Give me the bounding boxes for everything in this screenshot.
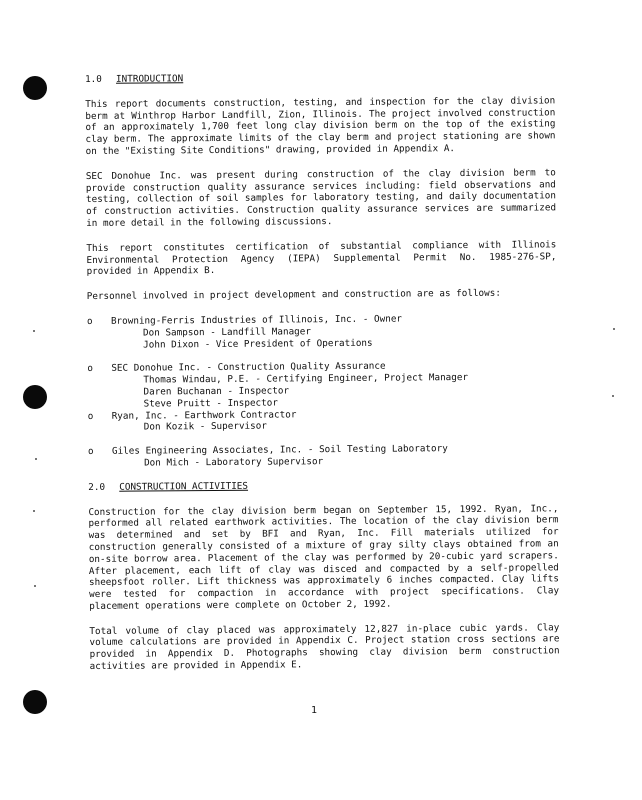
scan-speck: [35, 458, 37, 460]
person: Steve Pruitt - Inspector: [143, 397, 278, 410]
paragraph: This report documents construction, testing, and inspection for the clay division berm at Winthrop Harbor Landfill, Zion, Illinois. The project involved construction of an approximately 1,700 feet long clay division berm on the top of the existing clay berm. The approximate limits of the clay berm and project stationing are shown on the "Existing Site Conditions" drawing, provided in Appendix A.: [85, 95, 556, 157]
section-heading: [85, 70, 555, 85]
personnel-entry: [87, 312, 557, 351]
paragraph: Total volume of clay placed was approximately 12,827 in-place cubic yards. Clay volume calculations are provided in Appendix C. Project station cross sections are provided in Appendix D. Photographs showing clay division berm construction activities are provided in Appendix E.: [89, 621, 560, 673]
scan-speck: [613, 328, 615, 330]
binder-hole: [23, 76, 47, 100]
section-title: CONSTRUCTION ACTIVITIES: [119, 480, 249, 493]
section-number: 1.0: [85, 73, 102, 85]
person: Thomas Windau, P.E. - Certifying Engineer, Project Manager: [143, 372, 469, 386]
binder-hole: [23, 690, 47, 714]
paragraph: Personnel involved in project development and construction are as follows:: [86, 287, 501, 303]
bullet: o: [86, 315, 93, 327]
organization: SEC Donohue Inc. - Construction Quality Assurance: [111, 360, 386, 375]
section-heading: [88, 478, 558, 493]
personnel-entry: [88, 407, 558, 434]
organization: Giles Engineering Associates, Inc. - Soil Testing Laboratory: [111, 443, 448, 457]
organization: Ryan, Inc. - Earthwork Contractor: [111, 408, 297, 422]
section-number: 2.0: [88, 481, 106, 493]
organization: Browning-Ferris Industries of Illinois, Inc. - Owner: [110, 313, 403, 327]
scan-speck: [33, 330, 35, 332]
person: Daren Buchanan - Inspector: [143, 385, 290, 398]
person: Don Mich - Laboratory Supervisor: [144, 456, 324, 469]
paragraph: Construction for the clay division berm began on September 15, 1992. Ryan, Inc., performed all related earthwork activities. The location of the clay division berm was determined and set by BFI and Ryan, Inc. Fill materials utilized for construction generally consisted of a mixture of gray silty clays obtained from an on-site borrow area. Placement of the clay was performed by 20-cubic yard scrapers. After placement, each lift of clay was disced and compacted by a self-propelled sheepsfoot roller. Lift thickness was approximately 6 inches compacted. Clay lifts were tested for compaction in accordance with project specifications. Clay placement operations were complete on October 2, 1992.: [88, 502, 560, 612]
scan-speck: [34, 585, 36, 587]
bullet: o: [87, 363, 93, 375]
personnel-entry: [87, 360, 557, 411]
person: Don Kozik - Supervisor: [143, 420, 267, 433]
personnel-list: [87, 312, 558, 469]
binder-hole: [23, 385, 47, 409]
page-number: 1: [311, 705, 318, 716]
section-title: INTRODUCTION: [115, 73, 184, 85]
scan-speck: [33, 510, 35, 512]
document-body: [85, 70, 560, 686]
paragraph: This report constitutes certification of substantial compliance with Illinois Environmental Protection Agency (IEPA) Supplemental Permit No. 1985-276-SP, provided in Appendix B.: [86, 239, 557, 278]
bullet: o: [87, 446, 94, 458]
personnel-entry: [88, 442, 558, 469]
scan-speck: [612, 395, 614, 397]
person: Don Sampson - Landfill Manager: [142, 325, 311, 339]
person: John Dixon - Vice President of Operations: [143, 337, 373, 351]
paragraph: SEC Donohue Inc. was present during construction of the clay division berm to provide construction quality assurance services including: field observations and testing, collection of soil samples for laboratory testing, and daily documentation of construction activities. Construction quality assurance services are summarized in more detail in the following discussions.: [85, 167, 557, 229]
bullet: o: [87, 410, 94, 422]
